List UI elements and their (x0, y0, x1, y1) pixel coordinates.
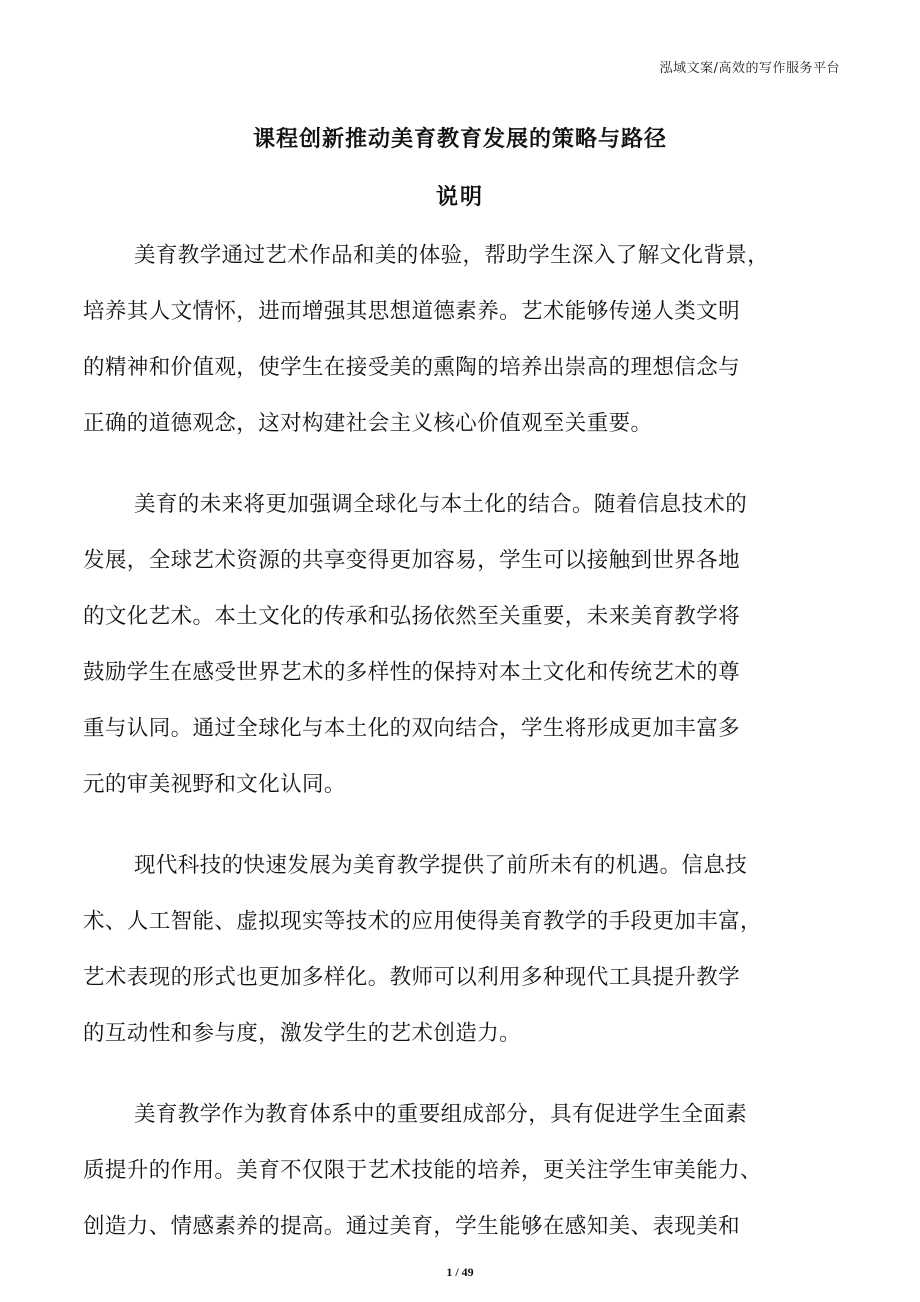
header-brand: 泓域文案/高效的写作服务平台 (659, 61, 840, 76)
paragraph-line: 重与认同。通过全球化与本土化的双向结合，学生将形成更加丰富多 (83, 716, 741, 741)
page-number: 1 / 49 (446, 1265, 474, 1279)
paragraph-line: 创造力、情感素养的提高。通过美育，学生能够在感知美、表现美和 (83, 1214, 741, 1239)
paragraph-line: 美育教学通过艺术作品和美的体验，帮助学生深入了解文化背景， (134, 243, 770, 268)
paragraph-line: 美育教学作为教育体系中的重要组成部分，具有促进学生全面素 (134, 1102, 748, 1127)
paragraph-line: 元的审美视野和文化认同。 (83, 772, 346, 797)
paragraph-line: 的互动性和参与度，激发学生的艺术创造力。 (83, 1021, 522, 1046)
paragraph (83, 1087, 853, 1255)
paragraph-line: 培养其人文情怀，进而增强其思想道德素养。艺术能够传递人类文明 (83, 299, 741, 324)
paragraph-line: 美育的未来将更加强调全球化与本土化的结合。随着信息技术的 (134, 492, 748, 517)
paragraph-line: 的文化艺术。本土文化的传承和弘扬依然至关重要，未来美育教学将 (83, 604, 741, 629)
document-body (83, 228, 853, 1280)
paragraph-line: 现代科技的快速发展为美育教学提供了前所未有的机遇。信息技 (134, 853, 748, 878)
paragraph (83, 838, 853, 1062)
paragraph-line: 术、人工智能、虚拟现实等技术的应用使得美育教学的手段更加丰富， (83, 909, 762, 934)
paragraph-line: 正确的道德观念，这对构建社会主义核心价值观至关重要。 (83, 411, 653, 436)
paragraph (83, 228, 853, 452)
paragraph-line: 质提升的作用。美育不仅限于艺术技能的培养，更关注学生审美能力、 (83, 1158, 762, 1183)
paragraph-line: 艺术表现的形式也更加多样化。教师可以利用多种现代工具提升教学 (83, 965, 741, 990)
document-title: 课程创新推动美育教育发展的策略与路径 (252, 127, 667, 152)
paragraph-line: 鼓励学生在感受世界艺术的多样性的保持对本土文化和传统艺术的尊 (83, 660, 741, 685)
paragraph-line: 发展，全球艺术资源的共享变得更加容易，学生可以接触到世界各地 (83, 548, 741, 573)
paragraph-line: 的精神和价值观，使学生在接受美的熏陶的培养出崇高的理想信念与 (83, 355, 741, 380)
document-subtitle: 说明 (435, 185, 484, 210)
paragraph (83, 477, 853, 813)
